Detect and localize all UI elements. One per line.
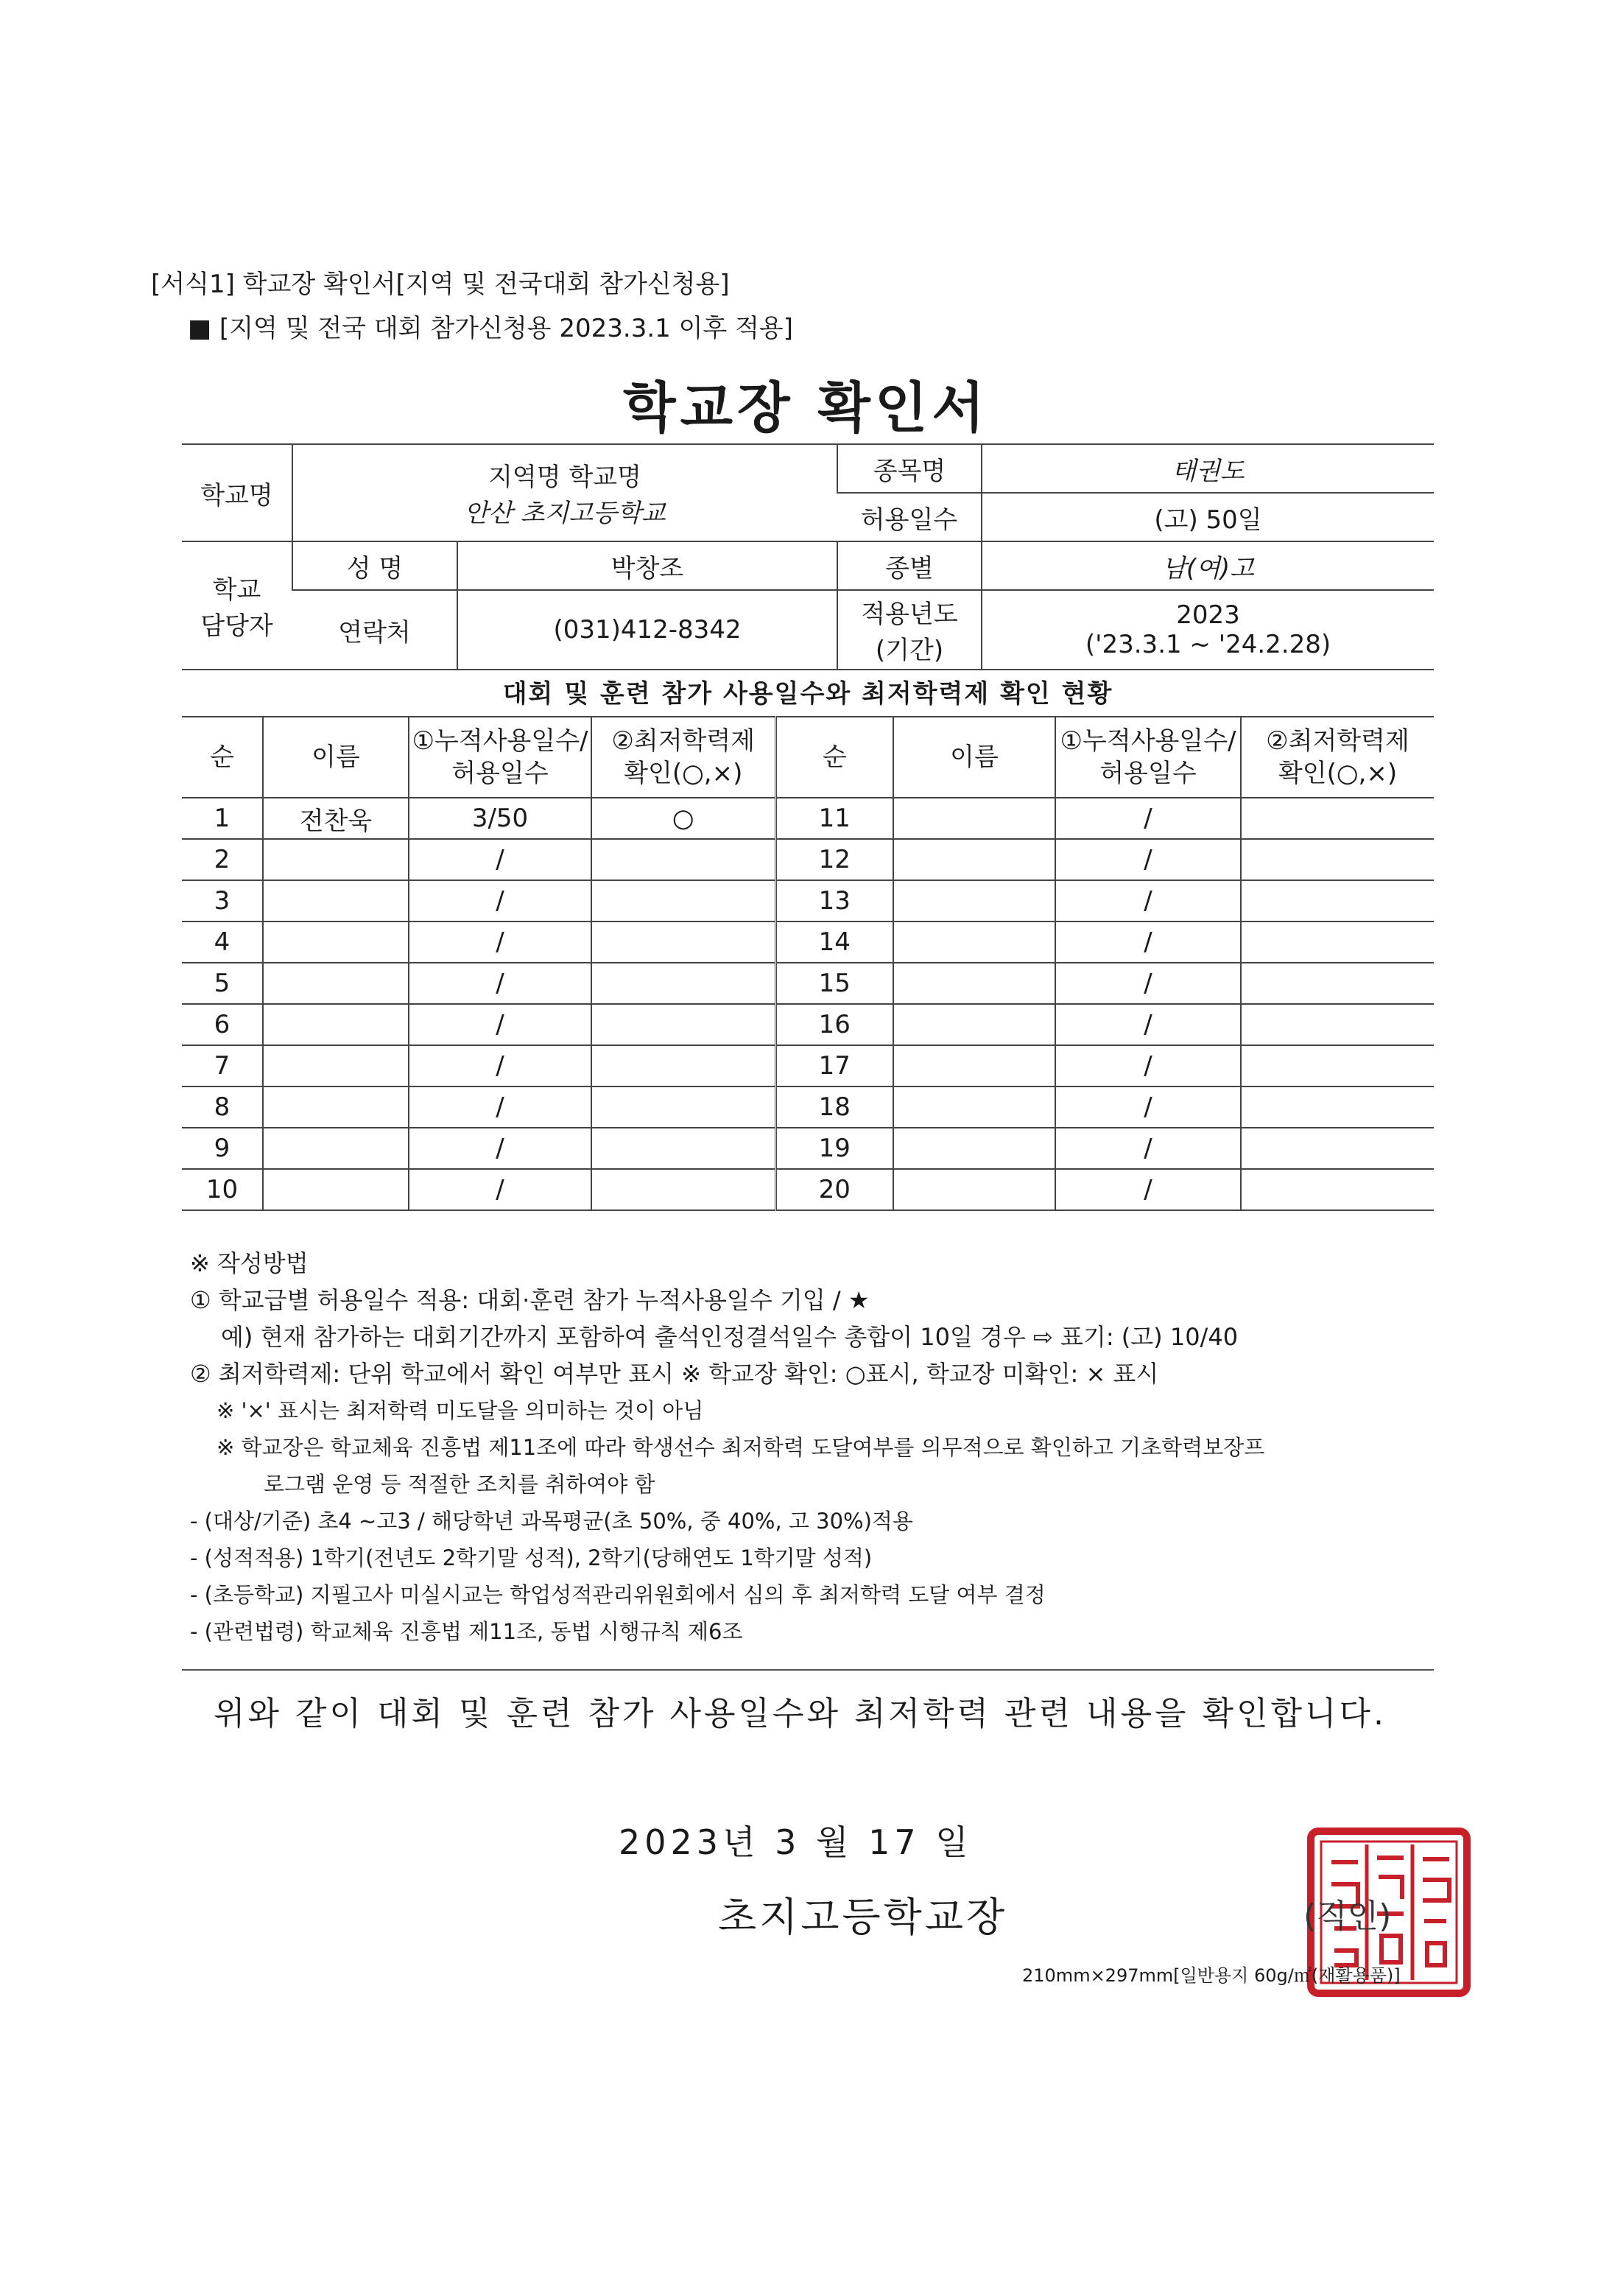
row-no-cell: 7: [182, 1045, 263, 1086]
col-no-right: 순: [775, 717, 893, 798]
row-no-cell: 2: [182, 839, 263, 880]
col-min-right: [1241, 717, 1434, 798]
row-min-check-cell: [1241, 1169, 1434, 1210]
year-cell: [982, 590, 1434, 670]
row-name-cell: [263, 1128, 409, 1169]
col-name-right: 이름: [893, 717, 1055, 798]
row-min-check-cell: [1241, 798, 1434, 839]
row-name-cell: [263, 1045, 409, 1086]
col-min-line1: ②최저학력제: [1266, 726, 1409, 756]
detail-3: - (초등학교) 지필고사 미실시교는 학업성적관리위원회에서 심의 후 최저학력 도달 여부 결정: [190, 1582, 1046, 1607]
school-name-value: 안산 초지고등학교: [464, 499, 666, 528]
row-no-cell: 16: [775, 1004, 893, 1045]
row-name-cell: [893, 880, 1055, 921]
table-row: [182, 921, 1434, 963]
table-header-row: [182, 717, 1434, 798]
row-name-cell: [893, 1004, 1055, 1045]
row-min-check-cell: [1241, 1128, 1434, 1169]
row-min-check-cell: [591, 1045, 775, 1086]
row-no-cell: 13: [775, 880, 893, 921]
col-no-left: 순: [182, 717, 263, 798]
table-row: [182, 1004, 1434, 1045]
row-min-check-cell: [591, 921, 775, 963]
table-row: [182, 1128, 1434, 1169]
contact-value: (031)412-8342: [457, 590, 837, 670]
row-name-cell: [893, 1086, 1055, 1128]
divider: [182, 1669, 1434, 1671]
row-days-cell: /: [1055, 880, 1241, 921]
school-name-label: 학교명: [182, 444, 292, 541]
row-no-cell: 3: [182, 880, 263, 921]
row-min-check-cell: [591, 880, 775, 921]
row-days-cell: /: [409, 839, 591, 880]
row-days-cell: /: [1055, 839, 1241, 880]
row-days-cell: /: [409, 880, 591, 921]
row-no-cell: 18: [775, 1086, 893, 1128]
row-name-cell: [263, 1004, 409, 1045]
row-no-cell: 19: [775, 1128, 893, 1169]
row-no-cell: 11: [775, 798, 893, 839]
row-no-cell: 10: [182, 1169, 263, 1210]
row-min-check-cell: [1241, 1004, 1434, 1045]
allowed-days-value: (고) 50일: [982, 493, 1434, 541]
row-days-cell: 3/50: [409, 798, 591, 839]
usage-table: [182, 716, 1434, 1211]
detail-1: - (대상/기준) 초4 ~고3 / 해당학년 과목평균(초 50%, 중 40%, 고 30%)적용: [190, 1509, 913, 1534]
row-days-cell: /: [409, 963, 591, 1004]
row-days-cell: /: [409, 921, 591, 963]
row-name-cell: [263, 921, 409, 963]
paper-spec: 210mm×297mm[일반용지 60g/㎡(재활용품)]: [1022, 1965, 1401, 1986]
row-days-cell: /: [1055, 798, 1241, 839]
row-name-cell: [263, 880, 409, 921]
row-no-cell: 8: [182, 1086, 263, 1128]
table-row: [182, 1045, 1434, 1086]
period-value: ('23.3.1 ~ '24.2.28): [1085, 630, 1331, 659]
row-min-check-cell: [591, 963, 775, 1004]
row-min-check-cell: [591, 1004, 775, 1045]
row-no-cell: 15: [775, 963, 893, 1004]
row-no-cell: 14: [775, 921, 893, 963]
row-name-cell: [263, 1169, 409, 1210]
form-label: [서식1] 학교장 확인서[지역 및 전국대회 참가신청용]: [151, 270, 730, 299]
detail-2: - (성적적용) 1학기(전년도 2학기말 성적), 2학기(당해연도 1학기말 성적): [190, 1545, 873, 1570]
col-min-line2: 확인(○,×): [1278, 759, 1398, 788]
row-days-cell: /: [409, 1086, 591, 1128]
row-no-cell: 20: [775, 1169, 893, 1210]
row-days-cell: /: [1055, 963, 1241, 1004]
manager-label-line2: 담당자: [200, 611, 273, 641]
confirmation-text: 위와 같이 대회 및 훈련 참가 사용일수와 최저학력 관련 내용을 확인합니다.: [214, 1695, 1387, 1732]
row-name-cell: [893, 839, 1055, 880]
seal-label: (직인): [1303, 1897, 1392, 1935]
name-value: 박창조: [457, 541, 837, 590]
row-no-cell: 1: [182, 798, 263, 839]
col-min-left: [591, 717, 775, 798]
row-min-check-cell: [591, 1086, 775, 1128]
row-min-check-cell: [591, 1169, 775, 1210]
document-title: 학교장 확인서: [623, 376, 989, 440]
note-2b: ※ 학교장은 학교체육 진흥법 제11조에 따라 학생선수 최저학력 도달여부를 의무적으로 확인하고 기초학력보장프: [217, 1435, 1265, 1460]
category-value: 남(여)고: [982, 541, 1434, 590]
col-min-line1: ②최저학력제: [611, 726, 756, 756]
form-subtitle: ■ [지역 및 전국 대회 참가신청용 2023.3.1 이후 적용]: [188, 314, 794, 343]
row-name-cell: [893, 1169, 1055, 1210]
row-name-cell: [893, 1128, 1055, 1169]
row-min-check-cell: [1241, 921, 1434, 963]
detail-4: - (관련법령) 학교체육 진흥법 제11조, 동법 시행규칙 제6조: [190, 1619, 743, 1644]
instructions: [190, 1245, 1264, 1650]
contact-label: 연락처: [292, 590, 457, 670]
note-2: ② 최저학력제: 단위 학교에서 확인 여부만 표시 ※ 학교장 확인: ○표시, 학교장 미확인: × 표시: [190, 1360, 1159, 1388]
row-name-cell: [893, 798, 1055, 839]
row-no-cell: 5: [182, 963, 263, 1004]
row-no-cell: 17: [775, 1045, 893, 1086]
row-days-cell: /: [409, 1169, 591, 1210]
section-title: 대회 및 훈련 참가 사용일수와 최저학력제 확인 현황: [502, 679, 1113, 709]
row-min-check-cell: [1241, 1086, 1434, 1128]
row-min-check-cell: [1241, 1045, 1434, 1086]
principal-signature: 초지고등학교장: [718, 1894, 1008, 1940]
sport-value: 태권도: [982, 444, 1434, 493]
row-min-check-cell: [591, 1128, 775, 1169]
col-name-left: 이름: [263, 717, 409, 798]
col-days-line1: ①누적사용일수/: [1060, 726, 1236, 756]
row-days-cell: /: [409, 1004, 591, 1045]
row-min-check-cell: [1241, 839, 1434, 880]
table-row: [182, 880, 1434, 921]
col-days-line2: 허용일수: [451, 759, 549, 788]
row-days-cell: /: [1055, 921, 1241, 963]
row-days-cell: /: [1055, 1045, 1241, 1086]
row-min-check-cell: [591, 839, 775, 880]
manager-label-line1: 학교: [212, 575, 261, 605]
year-label: [837, 590, 982, 670]
row-name-cell: [263, 839, 409, 880]
row-name-cell: [263, 1086, 409, 1128]
row-no-cell: 6: [182, 1004, 263, 1045]
issue-date: 2023년 3 월 17 일: [619, 1822, 973, 1862]
col-days-left: [409, 717, 591, 798]
table-row: [182, 1169, 1434, 1210]
allowed-days-label: 허용일수: [837, 493, 982, 541]
year-value: 2023: [1176, 600, 1240, 630]
note-2b-cont: 로그램 운영 등 적절한 조치를 취하여야 함: [264, 1472, 655, 1497]
note-2a: ※ '×' 표시는 최저학력 미도달을 의미하는 것이 아님: [217, 1398, 704, 1423]
row-min-check-cell: ○: [591, 798, 775, 839]
row-no-cell: 4: [182, 921, 263, 963]
year-label-line2: (기간): [875, 636, 944, 665]
row-name-cell: [263, 963, 409, 1004]
col-days-line1: ①누적사용일수/: [412, 726, 588, 756]
row-days-cell: /: [409, 1045, 591, 1086]
row-name-cell: 전찬욱: [263, 798, 409, 839]
row-days-cell: /: [409, 1128, 591, 1169]
col-days-right: [1055, 717, 1241, 798]
category-label: 종별: [837, 541, 982, 590]
table-row: [182, 798, 1434, 839]
year-label-line1: 적용년도: [861, 600, 958, 629]
row-days-cell: /: [1055, 1169, 1241, 1210]
manager-label: [182, 541, 292, 670]
row-min-check-cell: [1241, 963, 1434, 1004]
note-1-example: 예) 현재 참가하는 대회기간까지 포함하여 출석인정결석일수 총합이 10일 경우 ⇨ 표기: (고) 10/40: [221, 1323, 1239, 1351]
row-days-cell: /: [1055, 1086, 1241, 1128]
row-no-cell: 12: [775, 839, 893, 880]
notes-heading: ※ 작성방법: [190, 1249, 309, 1277]
col-days-line2: 허용일수: [1099, 759, 1197, 788]
row-days-cell: /: [1055, 1128, 1241, 1169]
row-no-cell: 9: [182, 1128, 263, 1169]
table-row: [182, 963, 1434, 1004]
col-min-line2: 확인(○,×): [624, 759, 743, 788]
row-name-cell: [893, 963, 1055, 1004]
name-label: 성 명: [292, 541, 457, 590]
row-name-cell: [893, 921, 1055, 963]
table-row: [182, 839, 1434, 880]
note-1: ① 학교급별 허용일수 적용: 대회·훈련 참가 누적사용일수 기입 / ★: [190, 1286, 870, 1314]
row-name-cell: [893, 1045, 1055, 1086]
school-name-cell: [292, 444, 837, 541]
row-days-cell: /: [1055, 1004, 1241, 1045]
table-row: [182, 1086, 1434, 1128]
school-region-label: 지역명 학교명: [488, 463, 641, 492]
row-min-check-cell: [1241, 880, 1434, 921]
sport-label: 종목명: [837, 444, 982, 493]
info-table: [182, 443, 1434, 670]
